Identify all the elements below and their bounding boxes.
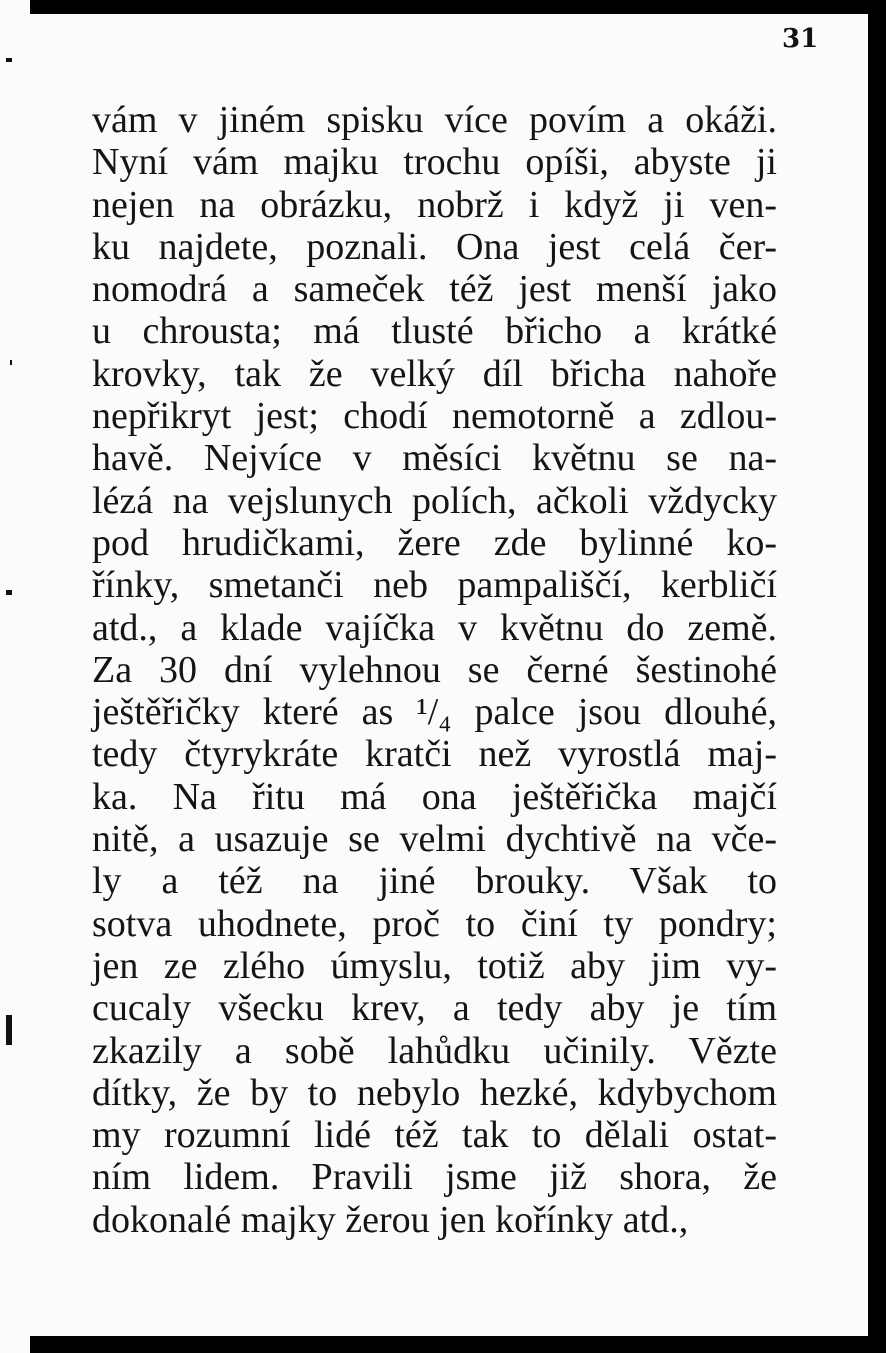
text-line: nepřikryt jest; chodí nemotorně a zdlou- xyxy=(92,395,777,438)
text-line: nomodrá a sameček též jest menší jako xyxy=(92,268,777,311)
text-line: Nyní vám majku trochu opíši, abyste ji xyxy=(92,141,777,184)
text-line: ním lidem. Pravili jsme již shora, že xyxy=(92,1156,777,1199)
text-line: tedy čtyrykráte kratči než vyrostlá maj- xyxy=(92,733,777,776)
text-line: ly a též na jiné brouky. Však to xyxy=(92,860,777,903)
text-line: řínky, smetanči neb pampališčí, kerbličí xyxy=(92,564,777,607)
text-line: ku najdete, poznali. Ona jest celá čer- xyxy=(92,225,777,268)
text-line: atd., a klade vajíčka v květnu do země. xyxy=(92,606,777,649)
text-line: nejen na obrázku, nobrž i když ji ven- xyxy=(92,183,777,226)
page-number: 31 xyxy=(782,24,819,54)
text-line: dokonalé majky žerou jen kořínky atd., xyxy=(92,1198,689,1241)
text-line: krovky, tak že velký díl břicha nahoře xyxy=(92,352,777,395)
text-line: zkazily a sobě lahůdku učinily. Vězte xyxy=(92,1029,777,1072)
text-line: sotva uhodnete, proč to činí ty pondry; xyxy=(92,902,777,945)
text-line: havě. Nejvíce v měsíci květnu se na- xyxy=(92,437,777,480)
text-line: dítky, že by to nebylo hezké, kdybychom xyxy=(92,1071,777,1114)
text-line: vám v jiném spisku více povím a okáži. xyxy=(92,99,777,141)
text-line: cucaly všecku krev, a tedy aby je tím xyxy=(92,987,777,1030)
text-line: my rozumní lidé též tak to dělali ostat- xyxy=(92,1114,777,1157)
text-line: ka. Na řitu má ona ještěřička majčí xyxy=(92,775,777,818)
text-line: pod hrudičkami, žere zde bylinné ko- xyxy=(92,521,777,564)
text-line: u chrousta; má tlusté břicho a krátké xyxy=(92,310,777,353)
text-line: lézá na vejslunych polích, ačkoli vždycky xyxy=(92,479,777,522)
body-text xyxy=(92,99,777,1241)
text-line: nitě, a usazuje se velmi dychtivě na vče- xyxy=(92,818,777,861)
text-line: ještěřičky které as ¹/₄ palce jsou dlouhé, xyxy=(92,691,777,734)
text-line: jen ze zlého úmyslu, totiž aby jim vy- xyxy=(92,944,777,987)
text-line: Za 30 dní vylehnou se černé šestinohé xyxy=(92,648,777,691)
